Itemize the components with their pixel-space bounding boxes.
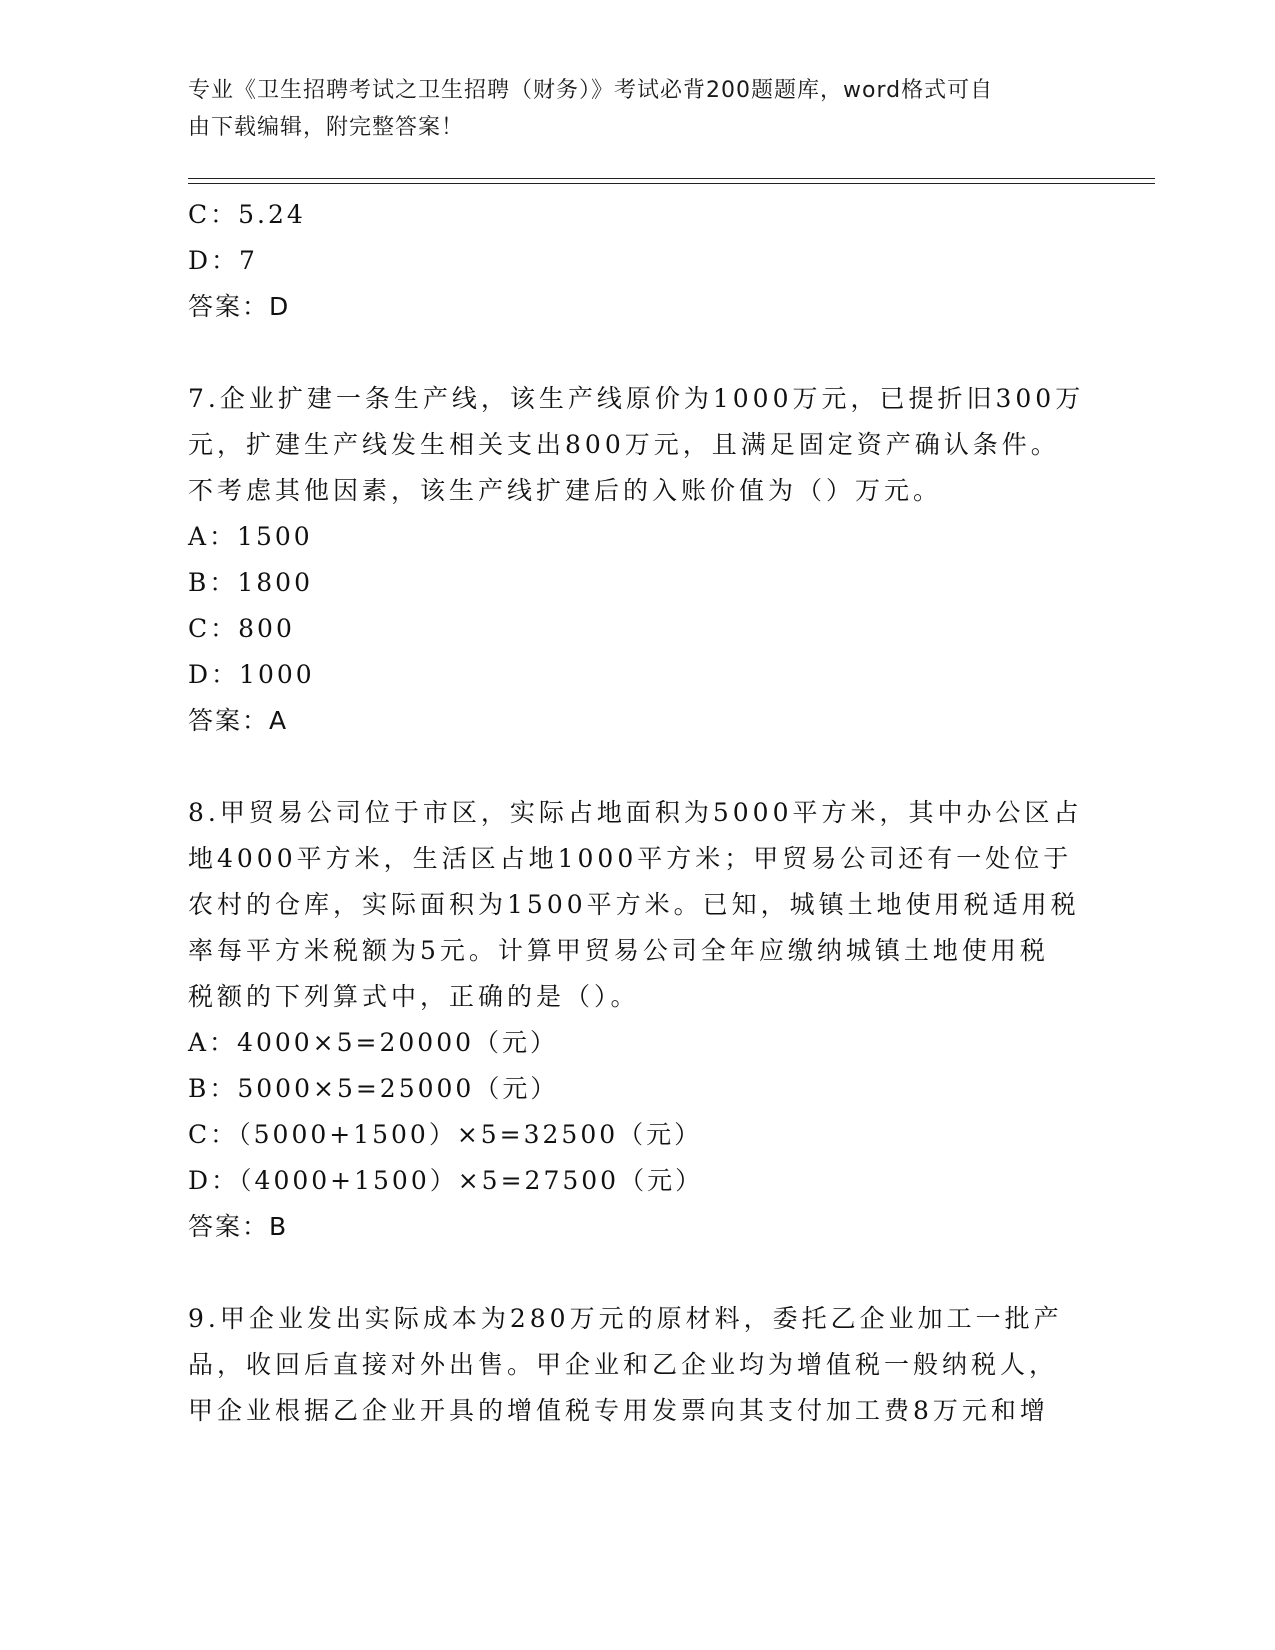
question-stem xyxy=(188,790,1088,1020)
stem-line: 元，扩建生产线发生相关支出800万元，且满足固定资产确认条件。 xyxy=(188,430,1060,459)
stem-line: 9.甲企业发出实际成本为280万元的原材料，委托乙企业加工一批产 xyxy=(188,1304,1063,1333)
stem-line: 率每平方米税额为5元。计算甲贸易公司全年应缴纳城镇土地使用税 xyxy=(188,936,1049,965)
option-d: D：1000 xyxy=(188,660,315,689)
stem-line: 品，收回后直接对外出售。甲企业和乙企业均为增值税一般纳税人， xyxy=(188,1350,1059,1379)
option-c: C：800 xyxy=(188,614,295,643)
spacer xyxy=(188,330,1088,376)
header-line-2: 由下载编辑，附完整答案！ xyxy=(188,115,465,140)
header-divider-top xyxy=(188,178,1155,179)
option-c: C：（5000+1500）×5=32500（元） xyxy=(188,1120,703,1149)
option-b: B：5000×5=25000（元） xyxy=(188,1074,559,1103)
answer: 答案：D xyxy=(188,292,291,321)
stem-line: 农村的仓库，实际面积为1500平方米。已知，城镇土地使用税适用税 xyxy=(188,890,1080,919)
question-9 xyxy=(188,1296,1088,1434)
option-a: A：1500 xyxy=(188,522,313,551)
stem-line: 甲企业根据乙企业开具的增值税专用发票向其支付加工费8万元和增 xyxy=(188,1396,1049,1425)
header-line-1: 专业《卫生招聘考试之卫生招聘（财务）》考试必背200题题库，word格式可自 xyxy=(188,78,994,103)
answer: 答案：A xyxy=(188,706,289,735)
stem-line: 8.甲贸易公司位于市区，实际占地面积为5000平方米，其中办公区占 xyxy=(188,798,1083,827)
option-a: A：4000×5=20000（元） xyxy=(188,1028,559,1057)
question-stem xyxy=(188,1296,1088,1434)
question-7 xyxy=(188,376,1088,744)
option-b: B：1800 xyxy=(188,568,313,597)
question-stem xyxy=(188,376,1088,514)
stem-line: 不考虑其他因素，该生产线扩建后的入账价值为（）万元。 xyxy=(188,476,943,505)
option-c: C：5.24 xyxy=(188,200,306,229)
document-body xyxy=(188,192,1088,1434)
document-header xyxy=(188,72,1078,146)
option-d: D：7 xyxy=(188,246,258,275)
question-8 xyxy=(188,790,1088,1250)
stem-line: 7.企业扩建一条生产线，该生产线原价为1000万元，已提折旧300万 xyxy=(188,384,1085,413)
question-6-tail xyxy=(188,192,1088,330)
stem-line: 地4000平方米，生活区占地1000平方米；甲贸易公司还有一处位于 xyxy=(188,844,1073,873)
stem-line: 税额的下列算式中，正确的是（）。 xyxy=(188,982,640,1011)
header-divider-bottom xyxy=(188,183,1155,184)
spacer xyxy=(188,744,1088,790)
spacer xyxy=(188,1250,1088,1296)
option-d: D：（4000+1500）×5=27500（元） xyxy=(188,1166,704,1195)
answer: 答案：B xyxy=(188,1212,289,1241)
